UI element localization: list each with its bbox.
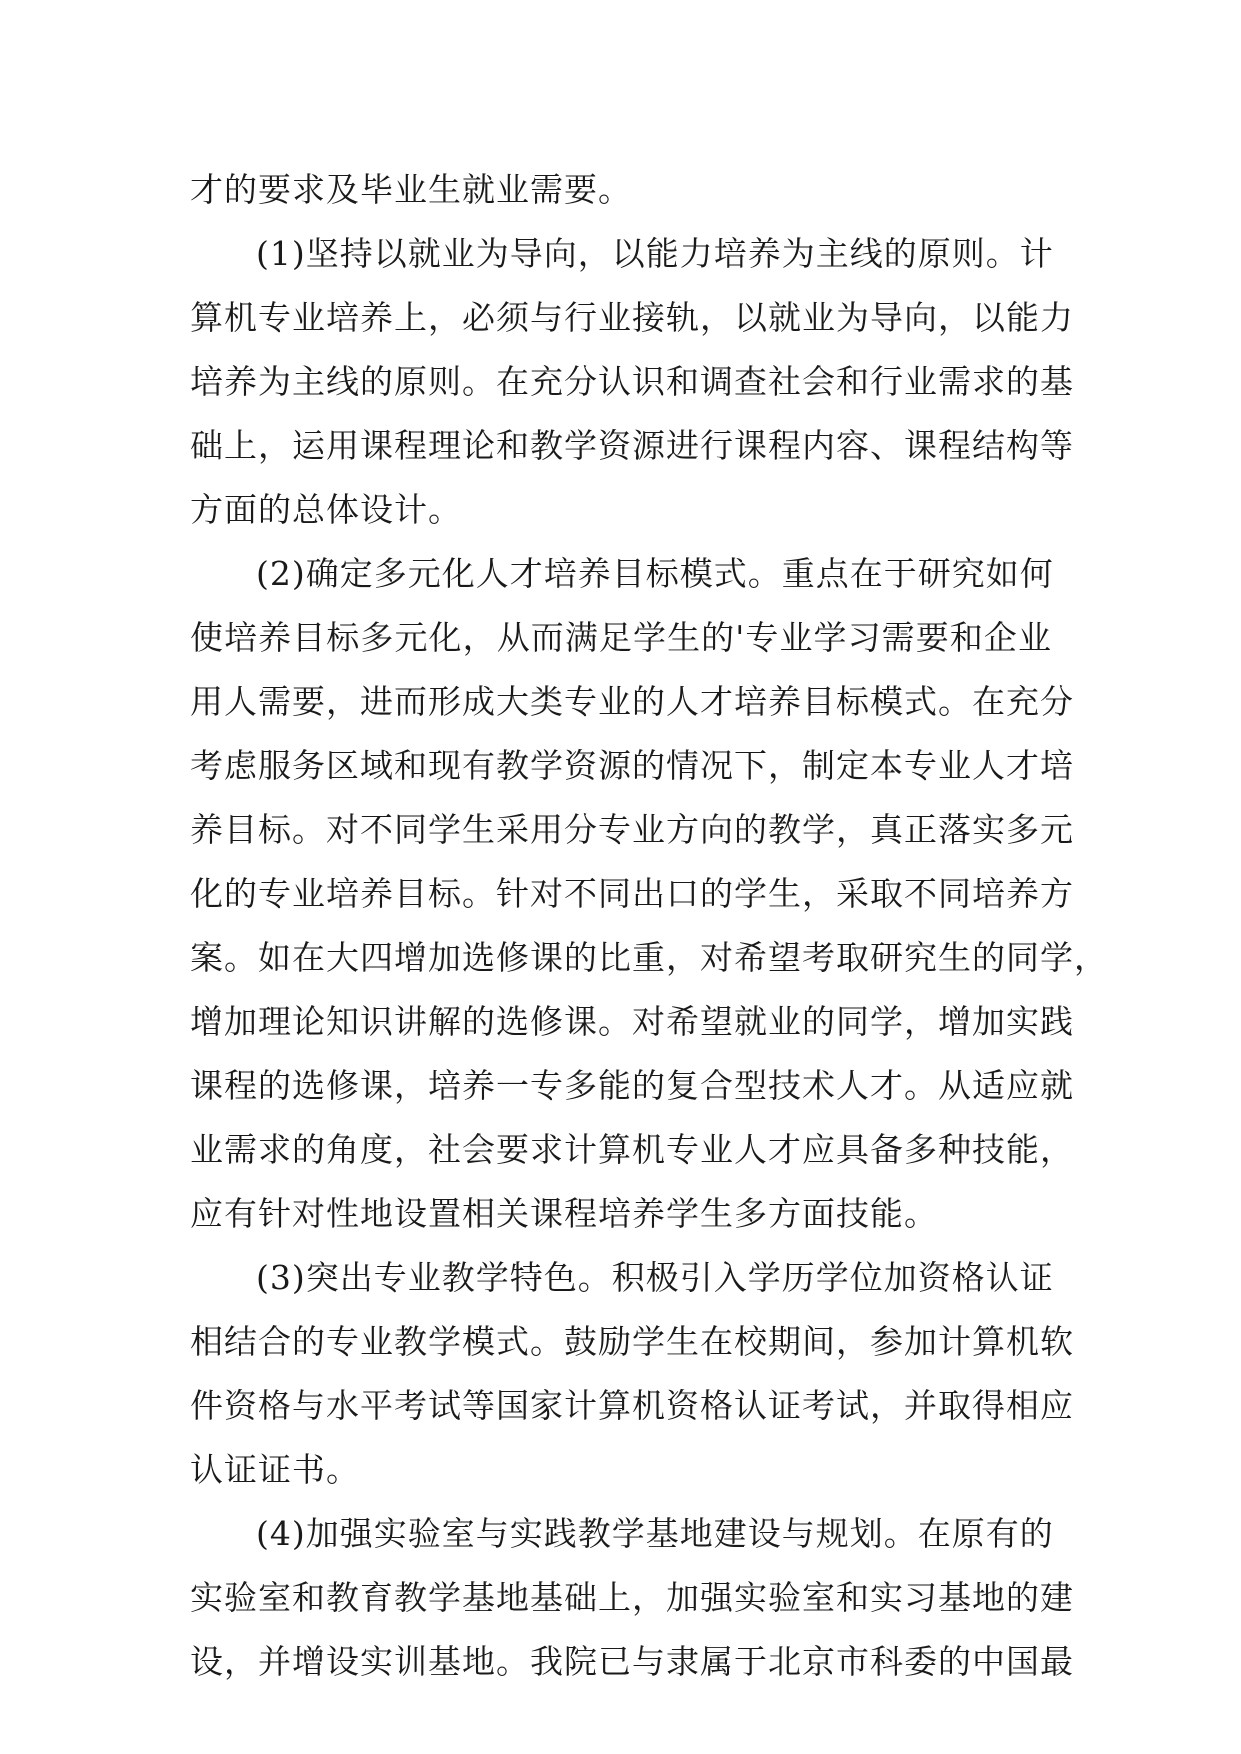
text-line: 设，并增设实训基地。我院已与隶属于北京市科委的中国最 — [190, 1642, 1074, 1681]
text-line: 方面的总体设计。 — [190, 490, 462, 529]
text-line: 业需求的角度，社会要求计算机专业人才应具备多种技能， — [190, 1130, 1074, 1169]
text-line: 用人需要，进而形成大类专业的人才培养目标模式。在充分 — [190, 682, 1074, 721]
text-line: (4)加强实验室与实践教学基地建设与规划。在原有的 — [256, 1514, 1054, 1553]
text-line: 培养为主线的原则。在充分认识和调查社会和行业需求的基 — [190, 362, 1074, 401]
text-line: 化的专业培养目标。针对不同出口的学生，采取不同培养方 — [190, 874, 1074, 913]
text-line: 增加理论知识讲解的选修课。对希望就业的同学，增加实践 — [190, 1002, 1074, 1041]
text-line: 件资格与水平考试等国家计算机资格认证考试，并取得相应 — [190, 1386, 1074, 1425]
text-line: 应有针对性地设置相关课程培养学生多方面技能。 — [190, 1194, 938, 1233]
text-line: 考虑服务区域和现有教学资源的情况下，制定本专业人才培 — [190, 746, 1074, 785]
text-line: 养目标。对不同学生采用分专业方向的教学，真正落实多元 — [190, 810, 1074, 849]
text-line: (1)坚持以就业为导向，以能力培养为主线的原则。计 — [256, 234, 1054, 273]
text-line: 案。如在大四增加选修课的比重，对希望考取研究生的同学， — [190, 938, 1108, 977]
text-line: 算机专业培养上，必须与行业接轨，以就业为导向，以能力 — [190, 298, 1074, 337]
text-line: 使培养目标多元化，从而满足学生的'专业学习需要和企业 — [190, 618, 1052, 657]
text-line: 课程的选修课，培养一专多能的复合型技术人才。从适应就 — [190, 1066, 1074, 1105]
text-line: 才的要求及毕业生就业需要。 — [190, 170, 632, 209]
text-line: 认证证书。 — [190, 1450, 360, 1489]
text-line: (3)突出专业教学特色。积极引入学历学位加资格认证 — [256, 1258, 1054, 1297]
body-text — [190, 158, 1108, 1694]
text-line: (2)确定多元化人才培养目标模式。重点在于研究如何 — [256, 554, 1054, 593]
text-line: 相结合的专业教学模式。鼓励学生在校期间，参加计算机软 — [190, 1322, 1074, 1361]
text-line: 实验室和教育教学基地基础上，加强实验室和实习基地的建 — [190, 1578, 1074, 1617]
text-line: 础上，运用课程理论和教学资源进行课程内容、课程结构等 — [190, 426, 1074, 465]
